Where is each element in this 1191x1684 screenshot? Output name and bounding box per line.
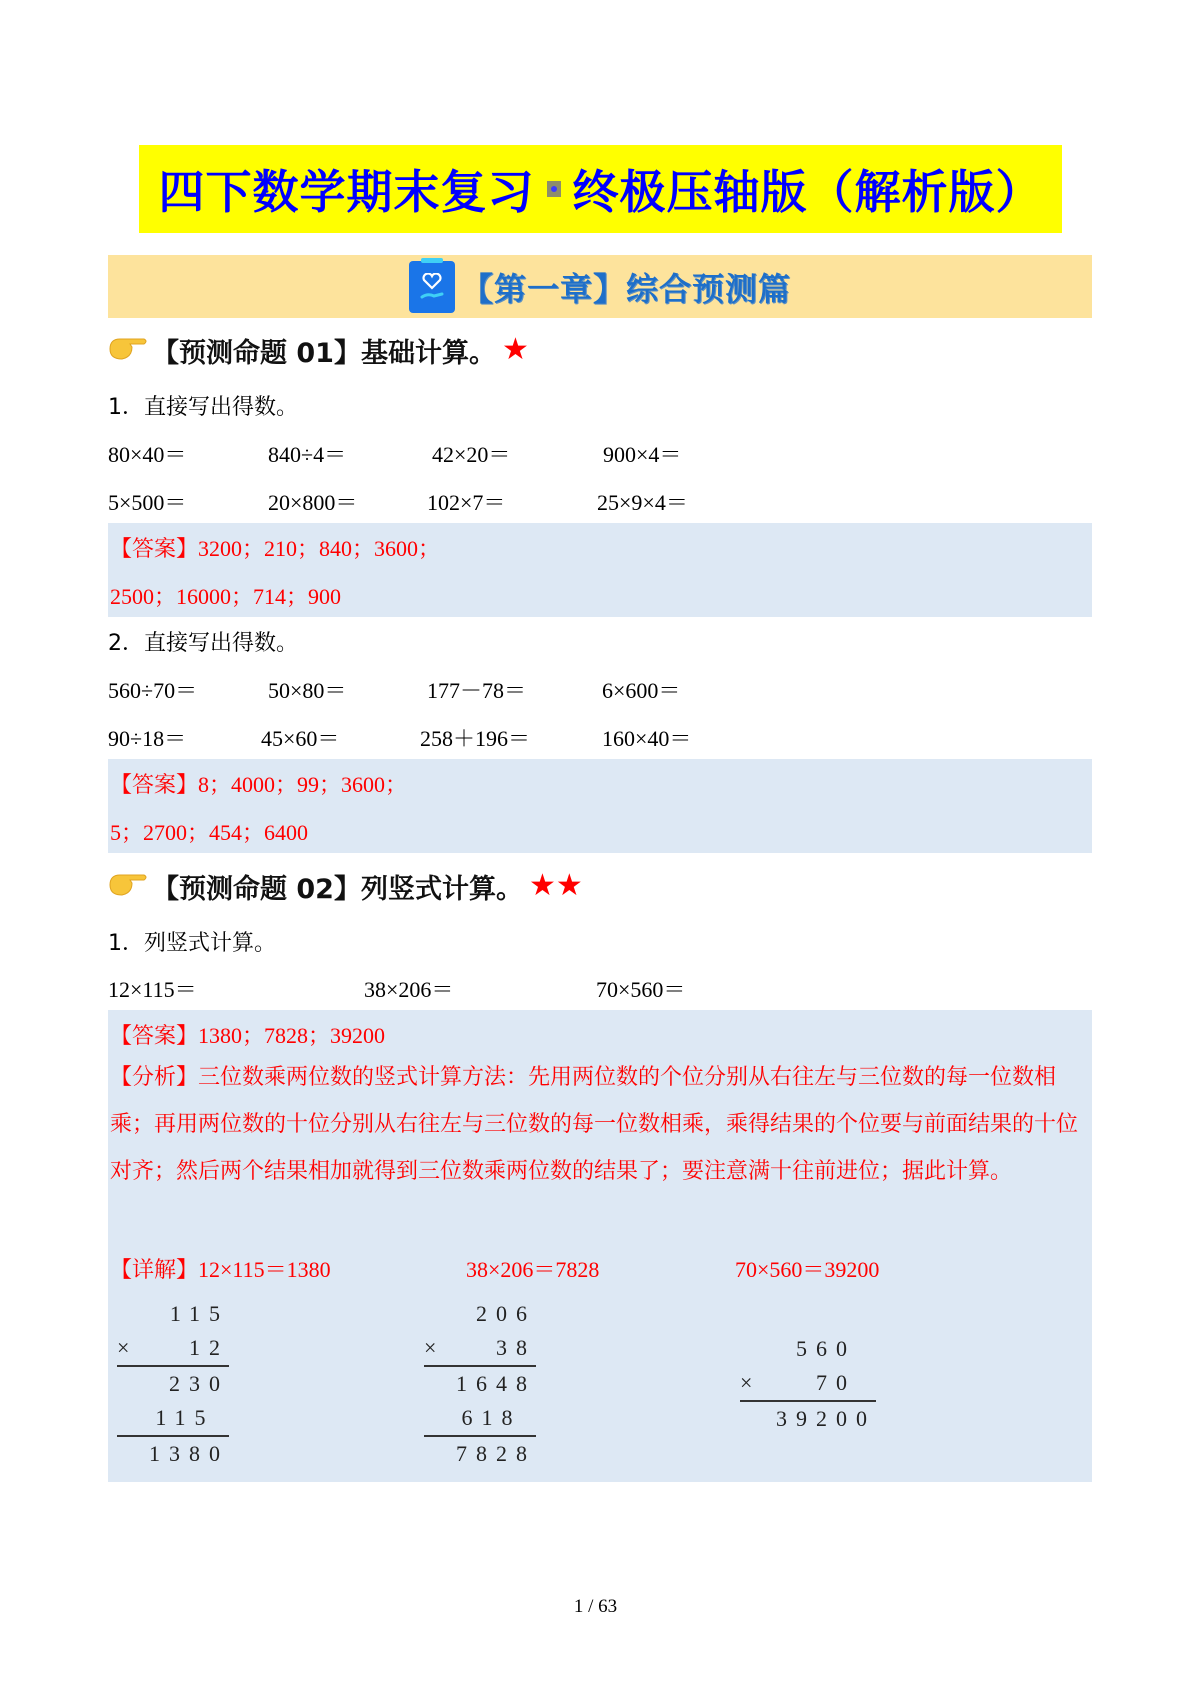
times-sign: × — [424, 1335, 437, 1360]
bullet-icon — [547, 181, 561, 197]
difficulty-star-icon: ★★ — [528, 868, 583, 903]
calc-item: 42×20＝ — [432, 442, 511, 467]
times-sign: × — [117, 1335, 130, 1360]
calc-item: 900×4＝ — [603, 442, 682, 467]
document-title-banner — [139, 145, 1062, 233]
question-label: 1．列竖式计算。 — [108, 931, 276, 956]
section-heading-02 — [108, 864, 583, 908]
calc-item: 840÷4＝ — [268, 442, 347, 467]
answer-line-2: 2500；16000；714；900 — [110, 584, 342, 609]
pointing-hand-icon — [108, 869, 148, 903]
times-sign: × — [740, 1370, 753, 1395]
title-part-2: 终极压轴版（解析版） — [572, 165, 1043, 219]
calc-item: 102×7＝ — [427, 490, 506, 515]
difficulty-star-icon: ★ — [501, 332, 529, 367]
calc-item: 50×80＝ — [268, 678, 347, 703]
calc-item: 90÷18＝ — [108, 726, 187, 751]
title-part-1: 四下数学期末复习 — [158, 165, 535, 219]
calc-item: 177－78＝ — [427, 678, 527, 703]
detail-line: 【详解】12×115＝1380 — [110, 1257, 331, 1283]
answer-box — [108, 523, 1092, 617]
pointing-hand-icon — [108, 333, 148, 367]
answer-line: 【答案】1380；7828；39200 — [110, 1023, 386, 1049]
section-heading-01 — [108, 328, 529, 372]
section-heading-text: 【预测命题 02】列竖式计算。 — [152, 873, 523, 905]
calc-item: 20×800＝ — [268, 490, 358, 515]
detail-item: 38×206＝7828 — [466, 1257, 600, 1282]
calc-item: 12×115＝ — [108, 977, 197, 1002]
calc-item: 80×40＝ — [108, 442, 187, 467]
calc-item: 560÷70＝ — [108, 678, 198, 703]
vertical-calculation: 115 × 12 230 115 1380 — [117, 1301, 229, 1466]
chapter-banner — [108, 255, 1092, 318]
answer-box — [108, 759, 1092, 853]
answer-line-1: 【答案】3200；210；840；3600； — [110, 536, 441, 562]
answer-line-1: 【答案】8；4000；99；3600； — [110, 772, 408, 798]
calc-item: 160×40＝ — [602, 726, 692, 751]
heart-hand-clipboard-icon — [409, 261, 455, 313]
calc-item: 258＋196＝ — [420, 726, 531, 751]
calc-item: 38×206＝ — [364, 977, 454, 1002]
question-label: 2．直接写出得数。 — [108, 631, 298, 656]
document-title — [159, 156, 1043, 222]
answer-box — [108, 1010, 1092, 1482]
vertical-calculation: 560 × 70 39200 — [740, 1336, 876, 1431]
calc-item: 25×9×4＝ — [597, 490, 688, 515]
vertical-calculation: 206 × 38 1648 618 7828 — [424, 1301, 536, 1466]
analysis-text: 【分析】三位数乘两位数的竖式计算方法：先用两位数的个位分别从右往左与三位数的每一位数相乘；再用两位数的十位分别从右往左与三位数的每一位数相乘，乘得结果的个位要与前面结果的十位对齐；然后两个结果相加就得到三位数乘两位数的结果了；要注意满十往前进位；据此计算。 — [110, 1065, 1079, 1184]
question-label: 1．直接写出得数。 — [108, 395, 298, 420]
calc-item: 45×60＝ — [261, 726, 340, 751]
calc-item: 6×600＝ — [602, 678, 681, 703]
detail-item: 70×560＝39200 — [735, 1257, 880, 1282]
chapter-title: 【第一章】综合预测篇 — [460, 269, 791, 308]
section-heading-text: 【预测命题 01】基础计算。 — [152, 337, 496, 369]
answer-line-2: 5；2700；454；6400 — [110, 820, 309, 845]
calc-item: 70×560＝ — [596, 977, 686, 1002]
calc-item: 5×500＝ — [108, 490, 187, 515]
page-number: 1 / 63 — [573, 1596, 618, 1617]
